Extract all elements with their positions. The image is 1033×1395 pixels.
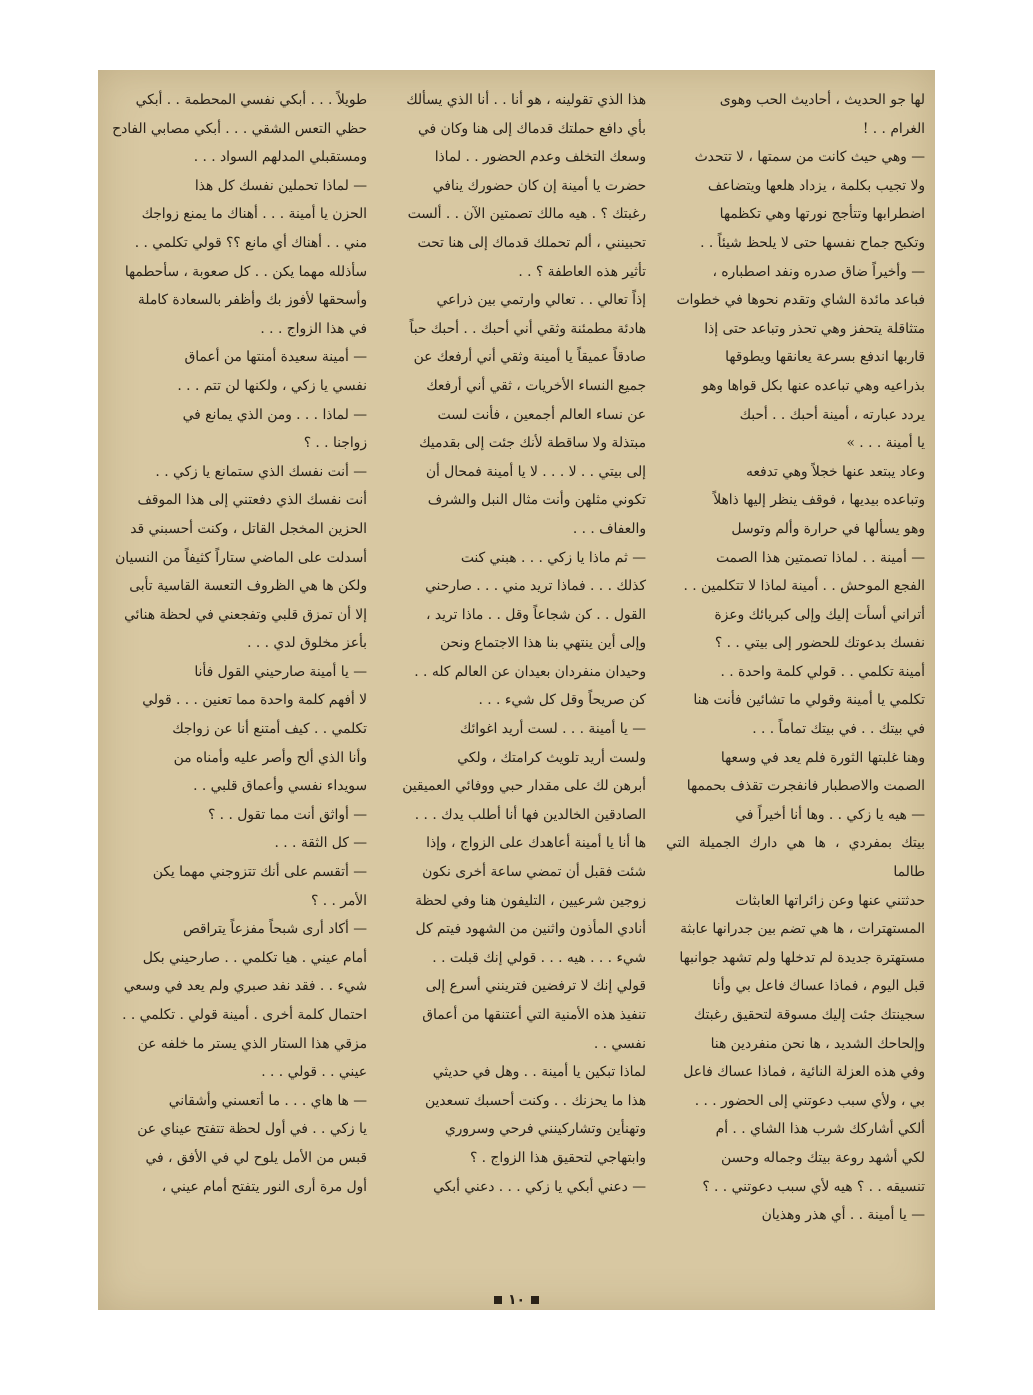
column-left-text: طويلاً . . . أبكي نفسي المحطمة . . أبكي حظي التعس الشقي . . . أبكي مصابي الفادح ومستقبلي المدلهم السواد . . . — لماذا تحملين نفسك كل هذا الحزن يا أمينة . . . أهناك ما يمنع زواجك مني . . أهناك أي مانع ؟؟ قولي تكلمي . . سأذلله مهما يكن . . كل صعوبة ، سأحطمها وأسحقها لأفوز بك وأظفر بالسعادة كاملة في هذا الزواج . . . — أمينة سعيدة أمنتها من أعماق نفسي يا زكي ، ولكنها لن تتم . . . — لماذا . . . ومن الذي يمانع في زواجنا . . ؟ — أنت نفسك الذي ستمانع يا زكي . . أنت نفسك الذي دفعتني إلى هذا الموقف الحزين المخجل القاتل ، وكنت أحسبني قد أسدلت على الماضي ستاراً كثيفاً من النسيان ولكن ها هي الظروف التعسة القاسية تأبى إلا أن تمزق قلبي وتفجعني في لحظة هنائي بأعز مخلوق لدي . . . — يا أمينة صارحيني القول فأنا لا أفهم كلمة واحدة مما تعنين . . . قولي تكلمي . . كيف أمتنع أنا عن زواجك وأنا الذي ألح وأصر عليه وأمناه من سويداء نفسي وأعماق قلبي . . — أواثق أنت مما تقول . . ؟ — كل الثقة . . . — أتقسم على أنك تتزوجني مهما يكن الأمر . . ؟ — أكاد أرى شبحاً مفزعاً يتراقص أمام عيني . هيا تكلمي . . صارحيني بكل شيء . . فقد نفد صبري ولم يعد في وسعي احتمال كلمة أخرى . أمينة قولي . تكلمي . . مزقي هذا الستار الذي يستر ما خلفه عن عيني . . قولي . . . — ها هاي . . . ما أتعسني وأشقاني يا زكي . . في أول لحظة تتفتح عيناي عن قبس من الأمل يلوح لي في الأفق ، في أول مرة أرى النور يتفتح أمام عيني ، [112,92,367,1195]
square-bullet-icon [531,1296,539,1304]
page-number-text: ١٠ [507,1292,526,1308]
square-bullet-icon [494,1296,502,1304]
page-number [98,1292,935,1308]
column-middle [377,86,656,1286]
column-right [656,86,935,1286]
column-left [98,86,377,1286]
column-middle-text: هذا الذي تقولينه ، هو أنا . . أنا الذي يسألك بأي دافع حملتك قدماك إلى هنا وكان في وسعك التخلف وعدم الحضور . . لماذا حضرت يا أمينة إن كان حضورك ينافي رغبتك ؟ . هيه مالك تصمتين الآن . . ألست تحبينني ، ألم تحملك قدماك إلى هنا تحت تأثير هذه العاطفة ؟ . . إذاً تعالي . . تعالي وارتمي بين ذراعي هادئة مطمئنة وثقي أني أحبك . . أحبك حباً صادقاً عميقاً يا أمينة وثقي أني أرفعك عن جميع النساء الأخريات ، ثقي أني أرفعك عن نساء العالم أجمعين ، فأنت لست مبتذلة ولا ساقطة لأنك جئت إلى بقدميك إلى بيتي . . لا . . . لا يا أمينة فمحال أن تكوني مثلهن وأنت مثال النبل والشرف والعفاف . . . — ثم ماذا يا زكي . . . هبني كنت كذلك . . . فماذا تريد مني . . . صارحني القول . . كن شجاعاً وقل . . ماذا تريد ، وإلى أين ينتهي بنا هذا الاجتماع ونحن وحيدان منفردان بعيدان عن العالم كله . . كن صريحاً وقل كل شيء . . . — يا أمينة . . . لست أريد اغوائك ولست أريد تلويث كرامتك ، ولكي أبرهن لك على مقدار حبي ووفائي العميقين الصادقين الخالدين فها أنا أطلب يدك . . . ها أنا يا أمينة أعاهدك على الزواج ، وإذا شئت فقبل أن تمضي ساعة أخرى نكون زوجين شرعيين ، التليفون هنا وفي لحظة أنادي المأذون واثنين من الشهود فيتم كل شيء . . . هيه . . . قولي إنك قبلت . . قولي إنك لا ترفضين فترينني أسرع إلى تنفيذ هذه الأمنية التي أعتنقها من أعماق نفسي . . لماذا تبكين يا أمينة . . وهل في حديثي هذا ما يحزنك . . وكنت أحسبك تسعدين وتهنأين وتشاركينني فرحي وسروري وابتهاجي لتحقيق هذا الزواج . ؟ — دعني أبكي يا زكي . . . دعني أبكي [402,92,646,1195]
column-right-text: لها جو الحديث ، أحاديث الحب وهوى الغرام . . ! — وهي حيث كانت من سمتها ، لا تتحدث ولا تجيب بكلمة ، يزداد هلعها ويتضاعف اضطرابها وتتأجج نورتها وهي تكظمها وتكبح جماح نفسها حتى لا يلحظ شيئاً . . — وأخيراً ضاق صدره ونفد اصطباره ، فباعد مائدة الشاي وتقدم نحوها في خطوات متثاقلة يتحفز وهي تحذر وتباعد حتى إذا قاربها اندفع بسرعة يعانقها ويطوقها بذراعيه وهي تباعده عنها بكل قواها وهو يردد عبارته ، أمينة أحبك . . أحبك يا أمينة . . . » وعاد يبتعد عنها خجلاً وهي تدفعه وتباعده بيديها ، فوقف ينظر إليها ذاهلاً وهو يسألها في حرارة وألم وتوسل — أمينة . . لماذا تصمتين هذا الصمت الفجع الموحش . . أمينة لماذا لا تتكلمين . . أتراني أسأت إليك وإلى كبريائك وعزة نفسك بدعوتك للحضور إلى بيتي . . ؟ أمينة تكلمي . . قولي كلمة واحدة . . تكلمي يا أمينة وقولي ما تشائين فأنت هنا في بيتك . . في بيتك تماماً . . . وهنا غلبتها الثورة فلم يعد في وسعها الصمت والاصطبار فانفجرت تقذف بحممها — هيه يا زكي . . وها أنا أخيراً في بيتك بمفردي ، ها هي دارك الجميلة التي طالما حدثتني عنها وعن زائراتها العابثات المستهترات ، ها هي تضم بين جدرانها عابثة مستهترة جديدة لم تدخلها ولم تشهد جوانبها قبل اليوم ، فماذا عساك فاعل بي وأنا سجينتك جئت إليك مسوقة لتحقيق رغبتك وإلحاحك الشديد ، ها نحن منفردين هنا وفي هذه العزلة النائية ، فماذا عساك فاعل بي ، ولأي سبب دعوتني إلى الحضور . . . ألكي أشاركك شرب هذا الشاي . . أم لكي أشهد روعة بيتك وجماله وحسن تنسيقه . . ؟ هيه لأي سبب دعوتني . . ؟ — يا أمينة . . أي هذر وهذيان [666,92,925,1224]
newspaper-page [98,70,935,1310]
text-columns [98,86,935,1286]
